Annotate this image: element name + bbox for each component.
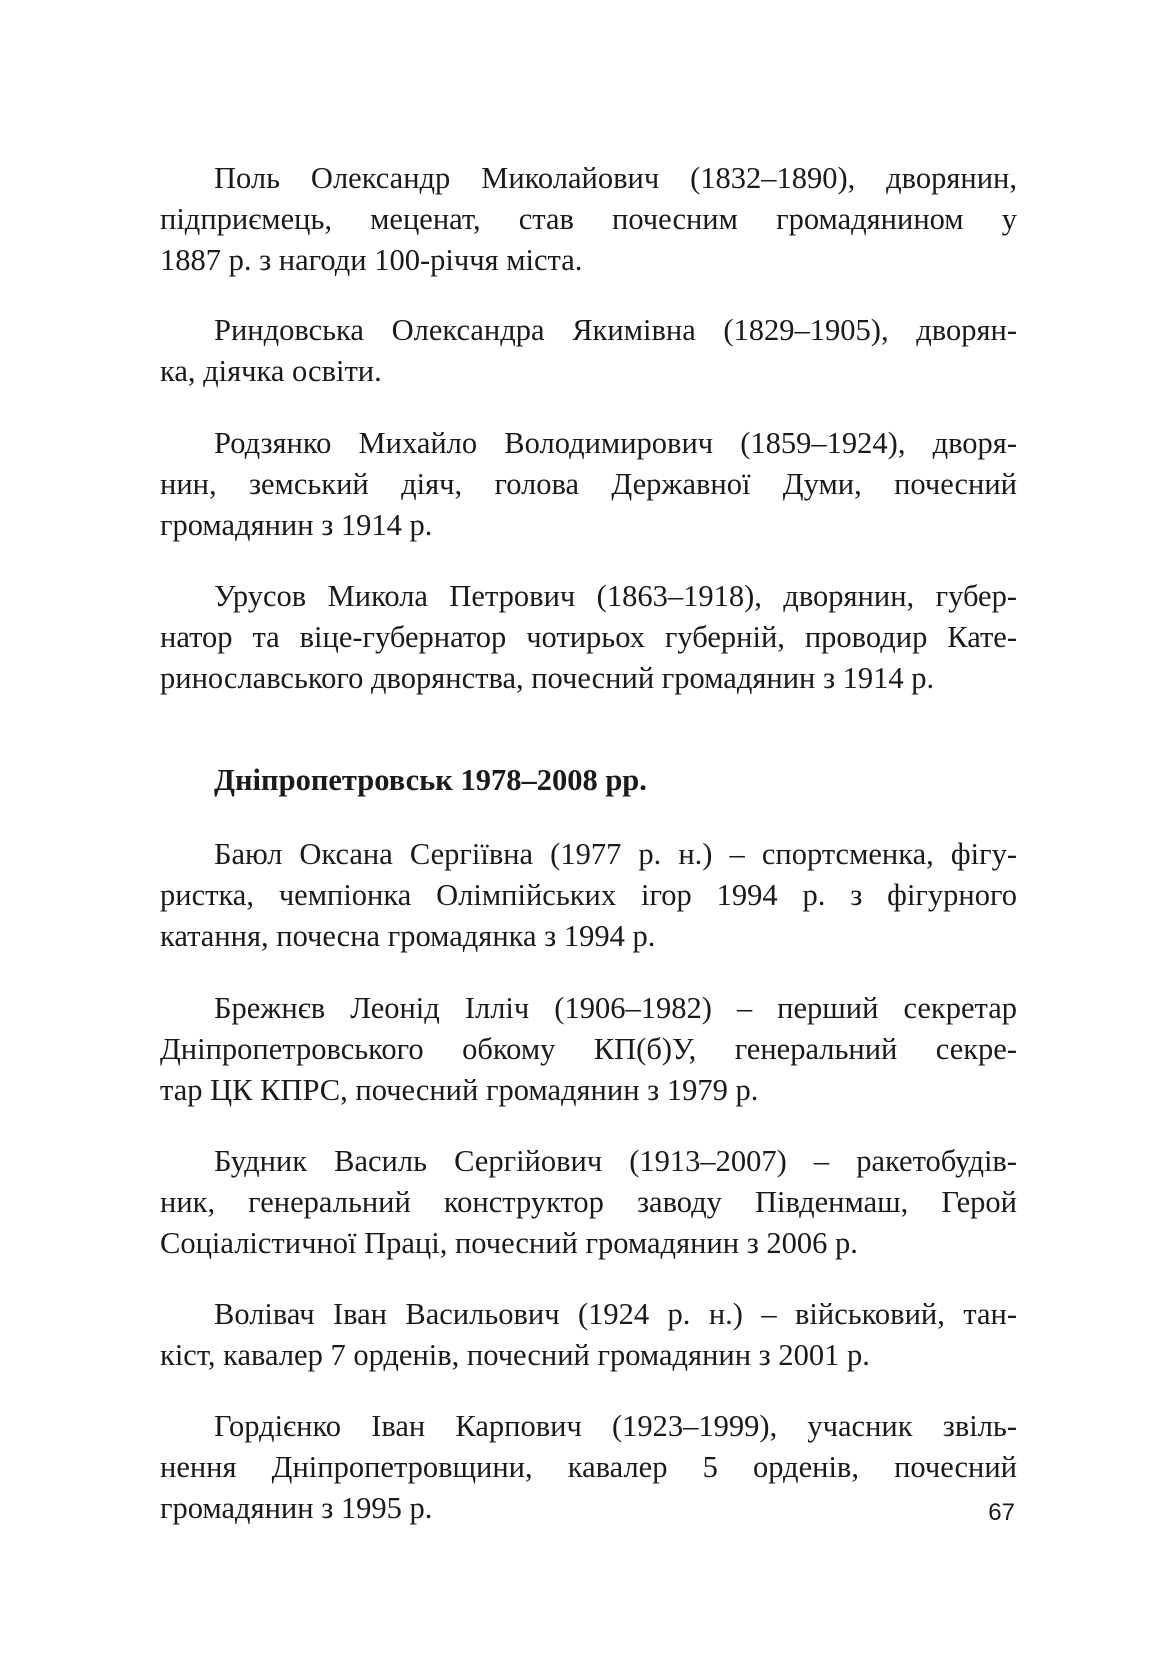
entry-line: Риндовська Олександра Якимівна (1829–1905), дворян- — [214, 313, 1017, 347]
entry-line: громадянин з 1995 р. — [160, 1491, 433, 1525]
entry-line: Брежнєв Леонід Ілліч (1906–1982) – перший секретар — [214, 991, 1017, 1025]
entry-line: катання, почесна громадянка з 1994 р. — [160, 919, 656, 953]
entry-line: Дніпропетровського обкому КП(б)У, генеральний секре- — [160, 1032, 1017, 1066]
entry-line: ристка, чемпіонка Олімпійських ігор 1994 р. з фігурного — [160, 878, 1017, 912]
entry-ryndovska — [160, 310, 1017, 392]
entry-line: тар ЦК КПРС, почесний громадянин з 1979 р. — [160, 1073, 759, 1107]
entry-line: Волівач Іван Васильович (1924 р. н.) – військовий, тан- — [214, 1297, 1017, 1331]
section-heading: Дніпропетровськ 1978–2008 рр. — [214, 763, 647, 797]
entry-budnyk — [160, 1141, 1017, 1264]
entry-urusov — [160, 576, 1017, 699]
entry-line: Поль Олександр Миколайович (1832–1890), дворянин, — [214, 161, 1017, 195]
entry-line: нин, земський діяч, голова Державної Думи, почесний — [160, 467, 1017, 501]
entry-baiul — [160, 834, 1017, 957]
entry-line: натор та віце-губернатор чотирьох губерній, проводир Кате- — [160, 620, 1017, 654]
page-number: 67 — [988, 1499, 1015, 1526]
entry-line: Урусов Микола Петрович (1863–1918), дворянин, губер- — [214, 579, 1017, 613]
entry-line: Соціалістичної Праці, почесний громадянин з 2006 р. — [160, 1226, 858, 1260]
entry-line: громадянин з 1914 р. — [160, 508, 433, 542]
entry-hordiienko — [160, 1406, 1017, 1529]
entry-brezhnev — [160, 988, 1017, 1111]
entry-line: підприємець, меценат, став почесним громадянином у — [160, 202, 1017, 236]
entry-line: Баюл Оксана Сергіївна (1977 р. н.) – спортсменка, фігу- — [214, 837, 1017, 871]
entry-line: 1887 р. з нагоди 100-річчя міста. — [160, 243, 583, 277]
entry-pol — [160, 158, 1017, 281]
entry-rodzianko — [160, 423, 1017, 546]
entry-line: Родзянко Михайло Володимирович (1859–1924), дворя- — [214, 426, 1017, 460]
entry-line: ник, генеральний конструктор заводу Південмаш, Герой — [160, 1185, 1017, 1219]
entry-volivach — [160, 1294, 1017, 1376]
entry-line: Будник Василь Сергійович (1913–2007) – ракетобудів- — [214, 1144, 1017, 1178]
entry-line: нення Дніпропетровщини, кавалер 5 орденів, почесний — [160, 1450, 1017, 1484]
entry-line: ринославського дворянства, почесний громадянин з 1914 р. — [160, 661, 935, 695]
entry-line: кіст, кавалер 7 орденів, почесний громадянин з 2001 р. — [160, 1338, 870, 1372]
entry-line: Гордієнко Іван Карпович (1923–1999), учасник звіль- — [214, 1409, 1017, 1443]
entry-line: ка, діячка освіти. — [160, 354, 382, 388]
